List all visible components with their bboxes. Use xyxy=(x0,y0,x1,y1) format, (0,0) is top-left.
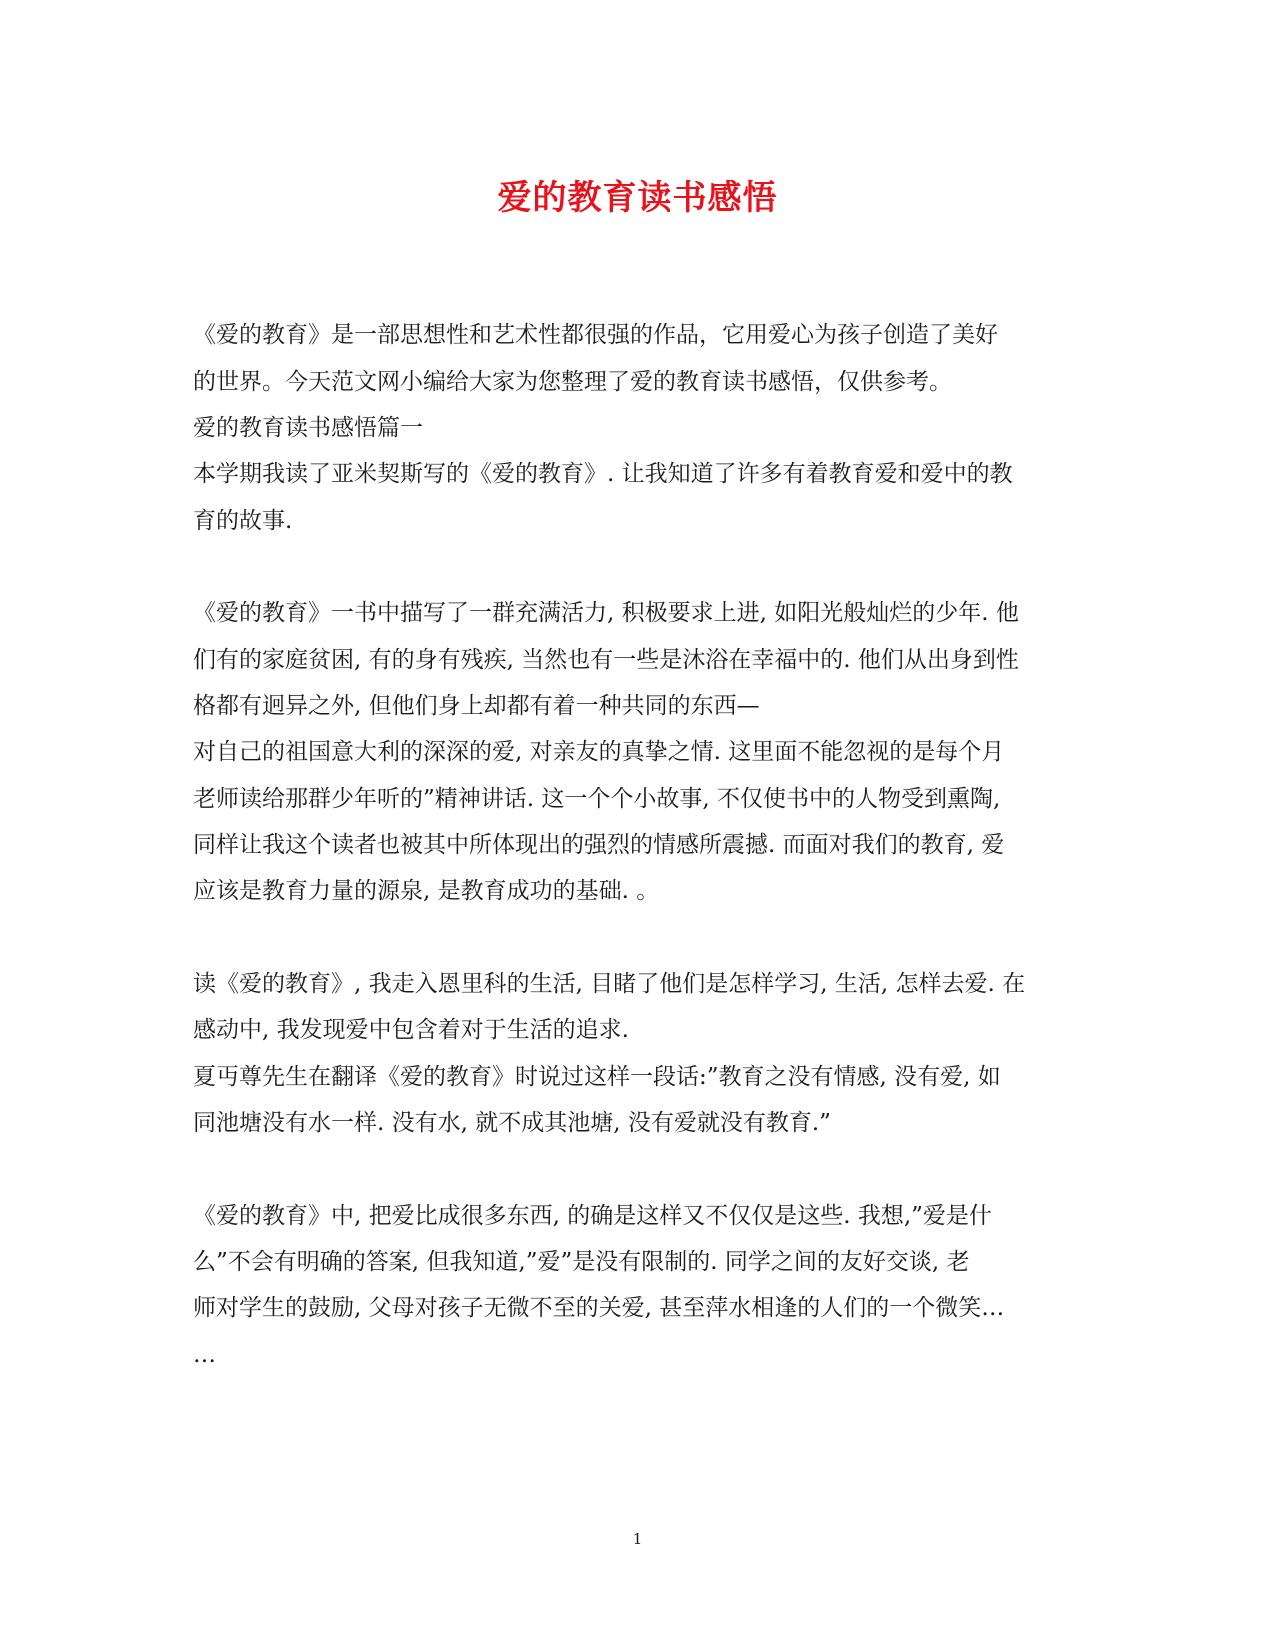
body-line: 读《爱的教育》, 我走入恩里科的生活, 目睹了他们是怎样学习, 生活, 怎样去爱. 在 xyxy=(193,971,1026,997)
body-line: 师对学生的鼓励, 父母对孩子无微不至的关爱, 甚至萍水相逢的人们的一个微笑… xyxy=(193,1295,1005,1321)
body-line: 么”不会有明确的答案, 但我知道,”爱”是没有限制的. 同学之间的友好交谈, 老 xyxy=(193,1249,970,1275)
body-line: 《爱的教育》是一部思想性和艺术性都很强的作品，它用爱心为孩子创造了美好 xyxy=(193,322,998,348)
page-number: 1 xyxy=(632,1530,643,1548)
document-title: 爱的教育读书感悟 xyxy=(497,178,778,218)
body-line: 同样让我这个读者也被其中所体现出的强烈的情感所震撼. 而面对我们的教育, 爱 xyxy=(193,832,1005,858)
body-line: 对自己的祖国意大利的深深的爱, 对亲友的真挚之情. 这里面不能忽视的是每个月 xyxy=(193,739,1005,765)
section-heading: 爱的教育读书感悟篇一 xyxy=(193,415,423,441)
body-line: 同池塘没有水一样. 没有水, 就不成其池塘, 没有爱就没有教育.” xyxy=(193,1110,831,1136)
body-line: 感动中, 我发现爱中包含着对于生活的追求. xyxy=(193,1017,629,1043)
body-line: 《爱的教育》中, 把爱比成很多东西, 的确是这样又不仅仅是这些. 我想,”爱是什 xyxy=(193,1203,992,1229)
body-line: 夏丏尊先生在翻译《爱的教育》时说过这样一段话:”教育之没有情感, 没有爱, 如 xyxy=(193,1064,1001,1090)
body-line: 《爱的教育》一书中描写了一群充满活力, 积极要求上进, 如阳光般灿烂的少年. 他 xyxy=(193,600,1019,626)
body-line: 格都有迥异之外, 但他们身上却都有着一种共同的东西— xyxy=(193,693,760,719)
body-line: 育的故事. xyxy=(193,508,293,534)
body-line: … xyxy=(193,1342,216,1368)
body-line: 老师读给那群少年听的”精神讲话. 这一个个小故事, 不仅使书中的人物受到熏陶, xyxy=(193,786,1001,812)
body-line: 本学期我读了亚米契斯写的《爱的教育》. 让我知道了许多有着教育爱和爱中的教 xyxy=(193,461,1013,487)
body-line: 应该是教育力量的源泉, 是教育成功的基础. 。 xyxy=(193,878,660,904)
body-line: 的世界。今天范文网小编给大家为您整理了爱的教育读书感悟，仅供参考。 xyxy=(193,369,952,395)
body-line: 们有的家庭贫困, 有的身有残疾, 当然也有一些是沐浴在幸福中的. 他们从出身到性 xyxy=(193,647,1019,673)
